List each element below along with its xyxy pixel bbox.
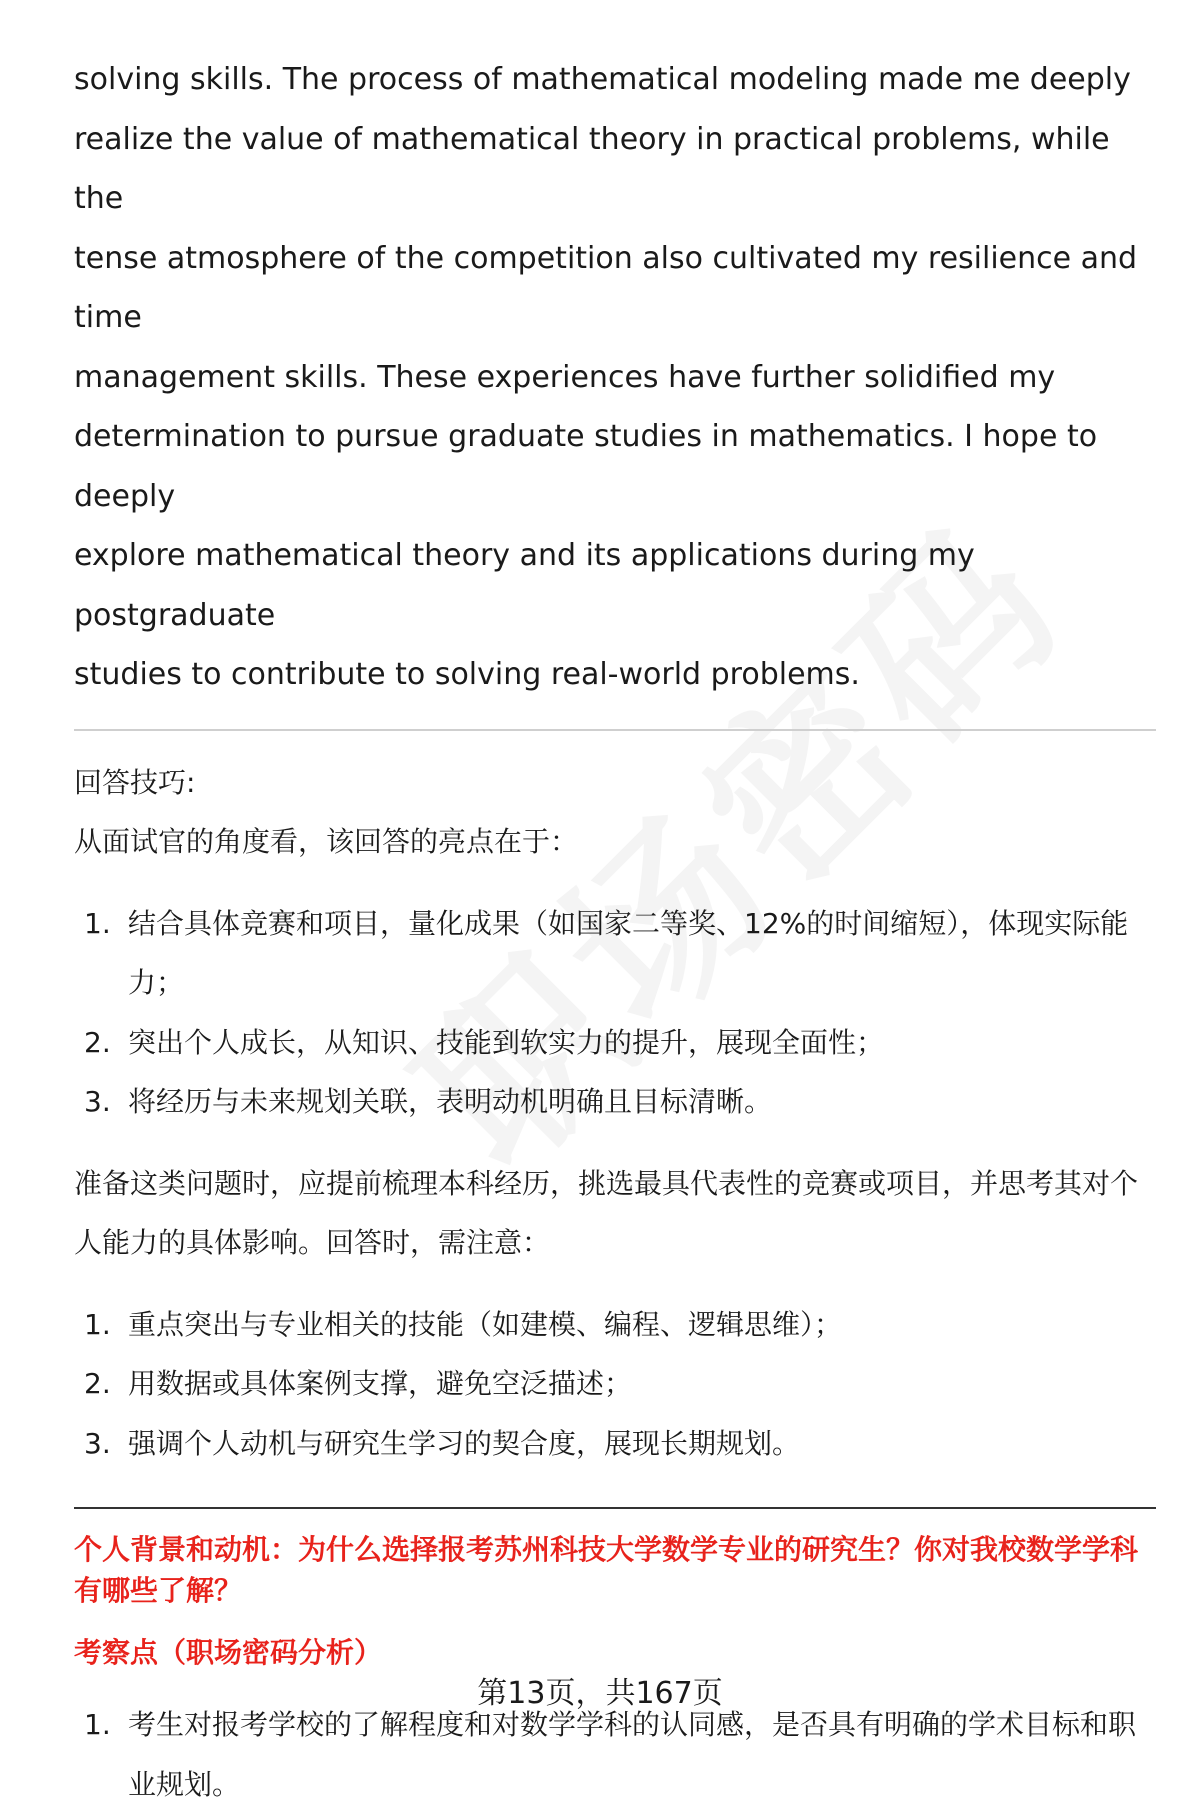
list-item <box>74 1072 1156 1132</box>
list-text: 突出个人成长，从知识、技能到软实力的提升，展现全面性； <box>128 1025 885 1059</box>
notes-list <box>74 1295 1156 1474</box>
list-number: 1. <box>84 1708 111 1741</box>
intro-line: solving skills. The process of mathematical modeling made me deeply <box>74 62 1131 97</box>
list-number: 3. <box>84 1426 111 1460</box>
intro-line: studies to contribute to solving real-world problems. <box>74 657 860 692</box>
tips-lead: 从面试官的角度看，该回答的亮点在于： <box>74 825 579 858</box>
list-number: 1. <box>84 906 111 940</box>
page-content <box>74 50 1156 1814</box>
list-item <box>74 1354 1156 1414</box>
prep-paragraph: 准备这类问题时，应提前梳理本科经历，挑选最具代表性的竞赛或项目，并思考其对个人能力的具体影响。回答时，需注意： <box>74 1166 1139 1259</box>
question-title: 个人背景和动机：为什么选择报考苏州科技大学数学专业的研究生？你对我校数学学科有哪些了解？ <box>74 1533 1139 1607</box>
intro-line: explore mathematical theory and its applications during my postgraduate <box>74 538 975 633</box>
highlights-list <box>74 894 1156 1132</box>
list-item <box>74 894 1156 1013</box>
page-footer: 第13页，共167页 <box>477 1676 723 1711</box>
intro-line: determination to pursue graduate studies in mathematics. I hope to deeply <box>74 419 1098 514</box>
list-text: 结合具体竞赛和项目，量化成果（如国家二等奖、12%的时间缩短），体现实际能力； <box>128 906 1129 999</box>
list-text: 考生对报考学校的了解程度和对数学学科的认同感，是否具有明确的学术目标和职业规划。 <box>128 1708 1137 1801</box>
intro-paragraph <box>74 50 1156 705</box>
list-text: 将经历与未来规划关联，表明动机明确且目标清晰。 <box>128 1085 773 1118</box>
list-item <box>74 1295 1156 1355</box>
assessment-subheading: 考察点（职场密码分析） <box>74 1636 383 1669</box>
list-number: 2. <box>84 1367 111 1400</box>
list-item <box>74 1013 1156 1073</box>
intro-line: realize the value of mathematical theory in practical problems, while the <box>74 121 1110 216</box>
list-text: 重点突出与专业相关的技能（如建模、编程、逻辑思维）； <box>128 1307 843 1341</box>
intro-line: management skills. These experiences have further solidified my <box>74 359 1056 395</box>
tips-heading: 回答技巧: <box>74 765 196 799</box>
list-text: 用数据或具体案例支撑，避免空泛描述； <box>128 1367 633 1400</box>
list-item <box>74 1414 1156 1474</box>
intro-line: tense atmosphere of the competition also cultivated my resilience and time <box>74 240 1138 335</box>
list-text: 强调个人动机与研究生学习的契合度，展现长期规划。 <box>128 1426 801 1460</box>
list-number: 1. <box>84 1307 111 1341</box>
list-number: 3. <box>84 1085 111 1118</box>
list-number: 2. <box>84 1025 111 1059</box>
